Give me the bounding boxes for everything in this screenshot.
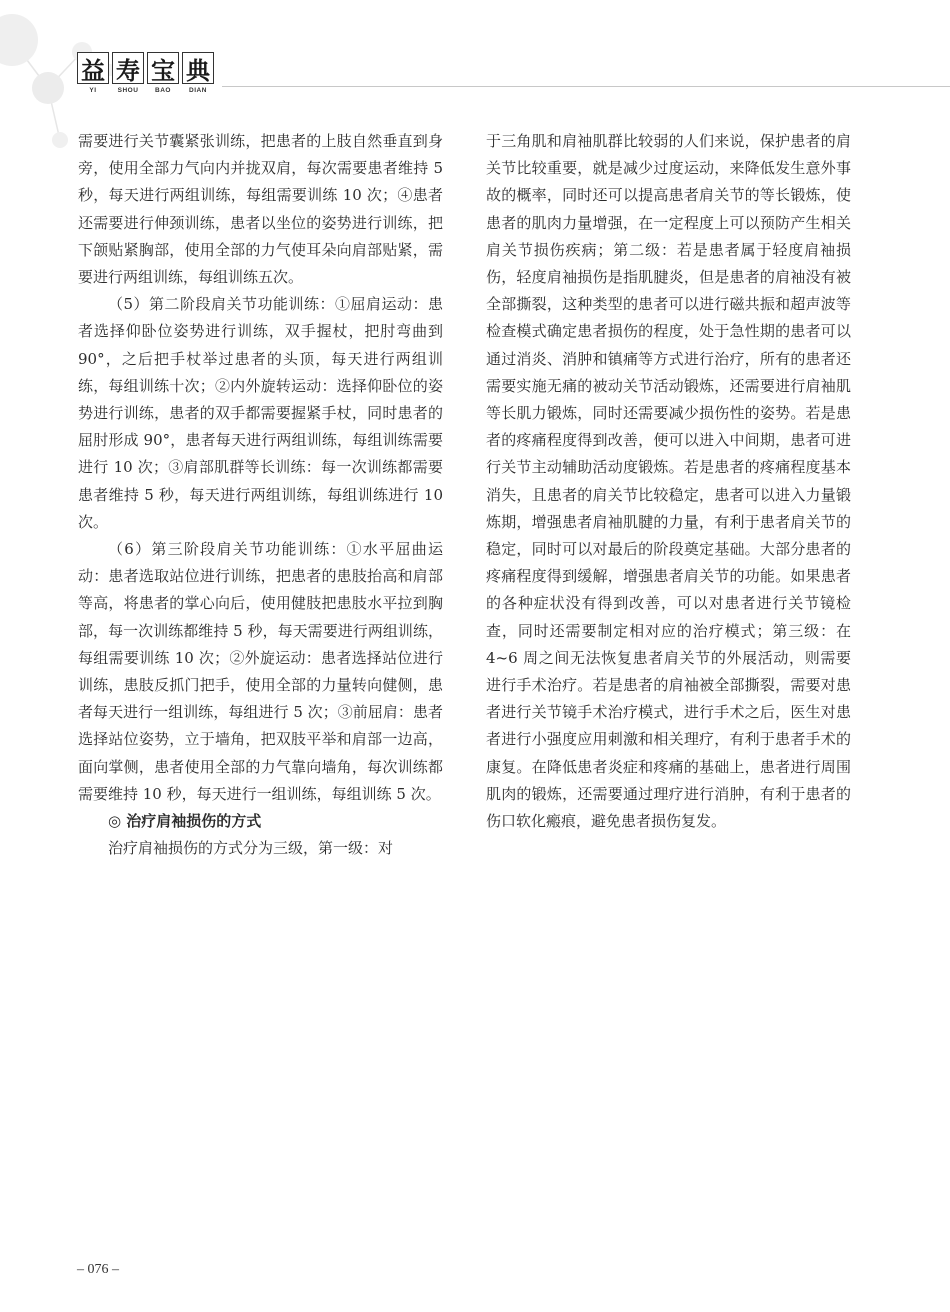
left-column [78, 128, 443, 862]
pinyin-label: BAO [155, 87, 171, 94]
body-paragraph: （6）第三阶段肩关节功能训练：①水平屈曲运动：患者选取站位进行训练，把患者的患肢抬高和肩部等高，将患者的掌心向后，使用健肢把患肢水平拉到胸部，每一次训练都维持 5 秒，每天需要进行两组训练，每组需要训练 10 次；②外旋运动：患者选择站位进行训练，患肢反抓门把手，使用全部的力量转向健侧，患者每天进行一组训练，每组进行 5 次；③前屈肩：患者选择站位姿势，立于墙角，把双肢平举和肩部一边高，面向掌侧，患者使用全部的力气靠向墙角，每次训练都需要维持 10 秒，每天进行一组训练，每组训练 5 次。 [78, 540, 443, 803]
right-column [486, 128, 851, 835]
magazine-header [77, 52, 214, 94]
logo-pinyin [77, 87, 214, 94]
header-divider [222, 86, 950, 87]
magazine-logo [77, 52, 214, 84]
logo-char: 宝 [147, 52, 179, 84]
pinyin-label: SHOU [117, 87, 139, 94]
pinyin-label: YI [89, 87, 97, 94]
logo-char: 益 [77, 52, 109, 84]
body-paragraph: 于三角肌和肩袖肌群比较弱的人们来说，保护患者的肩关节比较重要，就是减少过度运动，来降低发生意外事故的概率，同时还可以提高患者肩关节的等长锻炼，使患者的肌肉力量增强，在一定程度上可以预防产生相关肩关节损伤疾病；第二级：若是患者属于轻度肩袖损伤，轻度肩袖损伤是指肌腱炎，但是患者的肩袖没有被全部撕裂，这种类型的患者可以进行磁共振和超声波等检查模式确定患者损伤的程度，处于急性期的患者可以通过消炎、消肿和镇痛等方式进行治疗，所有的患者还需要实施无痛的被动关节活动锻炼，还需要进行肩袖肌等长肌力锻炼，同时还需要减少损伤性的姿势。若是患者的疼痛程度得到改善，便可以进入中间期，患者可进行关节主动辅助活动度锻炼。若是患者的疼痛程度基本消失，且患者的肩关节比较稳定，患者可以进入力量锻炼期，增强患者肩袖肌腱的力量，有利于患者肩关节的稳定，同时可以对最后的阶段奠定基础。大部分患者的疼痛程度得到缓解，增强患者肩关节的功能。如果患者的各种症状没有得到改善，可以对患者进行关节镜检查，同时还需要制定相对应的治疗模式；第三级：在 4~6 周之间无法恢复患者肩关节的外展活动，则需要进行手术治疗。若是患者的肩袖被全部撕裂，需要对患者进行关节镜手术治疗模式，进行手术之后，医生对患者进行小强度应用刺激和相关理疗，有利于患者手术的康复。在降低患者炎症和疼痛的基础上，患者进行周围肌肉的锻炼，还需要通过理疗进行消肿，有利于患者的伤口软化瘢痕，避免患者损伤复发。 [486, 132, 851, 831]
section-heading: ◎ 治疗肩袖损伤的方式 [108, 812, 262, 831]
logo-char: 寿 [112, 52, 144, 84]
body-paragraph: 需要进行关节囊紧张训练，把患者的上肢自然垂直到身旁，使用全部力气向内并拢双肩，每次需要患者维持 5 秒，每天进行两组训练，每组需要训练 10 次；④患者还需要进行伸颈训练，患者以坐位的姿势进行训练，把下颌贴紧胸部，使用全部的力气使耳朵向肩部贴紧，需要进行两组训练，每组训练五次。 [78, 132, 443, 287]
body-paragraph: （5）第二阶段肩关节功能训练：①屈肩运动：患者选择仰卧位姿势进行训练，双手握杖，把肘弯曲到 90°，之后把手杖举过患者的头顶，每天进行两组训练，每组训练十次；②内外旋转运动：选择仰卧位的姿势进行训练，患者的双手都需要握紧手杖，同时患者的屈肘形成 90°，患者每天进行两组训练，每组训练需要进行 10 次；③肩部肌群等长训练：每一次训练都需要患者维持 5 秒，每天进行两组训练，每组训练进行 10 次。 [78, 295, 443, 531]
page-number: – 076 – [77, 1262, 119, 1277]
pinyin-label: DIAN [189, 87, 207, 94]
body-paragraph: 治疗肩袖损伤的方式分为三级，第一级：对 [108, 839, 394, 858]
logo-char: 典 [182, 52, 214, 84]
